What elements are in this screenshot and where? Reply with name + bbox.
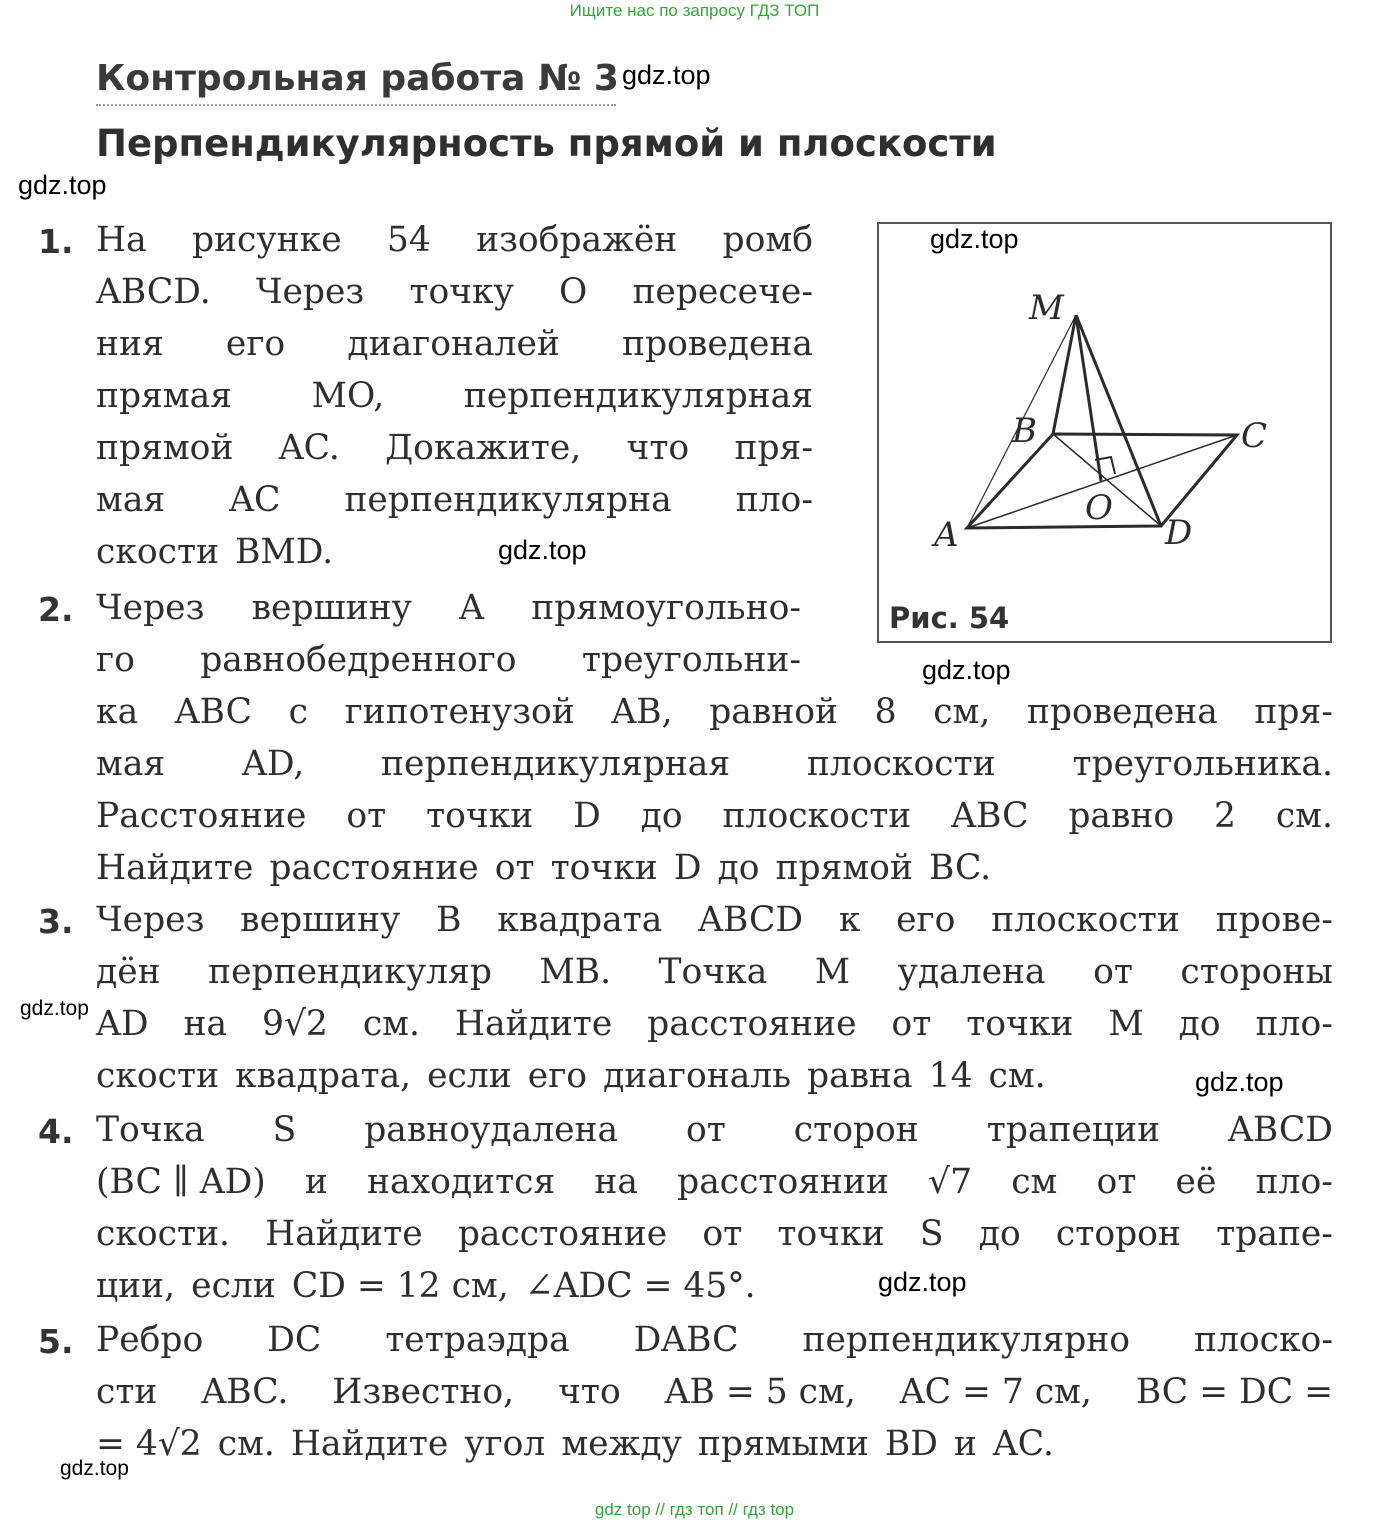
label-b: B — [1012, 411, 1037, 451]
watermark: gdz.top — [622, 60, 711, 90]
problem-line: мая AC перпендикулярна пло- — [96, 480, 813, 520]
problem-line: ка ABC с гипотенузой AB, равной 8 см, проведена пря- — [96, 692, 1333, 732]
watermark: gdz.top — [930, 224, 1019, 254]
problem-3-number: 3. — [38, 902, 74, 941]
watermark: gdz.top — [60, 1457, 129, 1480]
figure-caption: Рис. 54 — [889, 601, 1010, 635]
label-c: C — [1241, 416, 1268, 456]
edge-mb — [1053, 315, 1076, 434]
problem-line: AD на 9√2 см. Найдите расстояние от точки M до пло- — [96, 1004, 1333, 1044]
problem-2-number: 2. — [38, 590, 74, 629]
problem-4-text — [96, 1104, 1333, 1312]
label-a: A — [934, 515, 959, 555]
problem-line: прямая MO, перпендикулярная — [96, 376, 813, 416]
problem-5-text — [96, 1314, 1333, 1470]
watermark: gdz.top — [18, 170, 107, 200]
figure-54 — [877, 222, 1332, 643]
problem-line: Найдите расстояние от точки D до прямой BC. — [96, 848, 992, 888]
problem-2-text-narrow — [96, 582, 801, 686]
label-d: D — [1165, 513, 1193, 553]
label-o: O — [1085, 488, 1113, 528]
problem-line: = 4√2 см. Найдите угол между прямыми BD и AC. — [96, 1424, 1054, 1464]
bottom-banner[interactable]: gdz top // гдз топ // гдз top — [594, 1500, 795, 1519]
watermark: gdz.top — [498, 535, 587, 565]
problem-1-text — [96, 214, 813, 578]
problem-line: скости квадрата, если его диагональ равна 14 см. — [96, 1056, 1046, 1096]
problem-2-text — [96, 686, 1333, 894]
problem-line: Через вершину B квадрата ABCD к его плоскости прове- — [96, 900, 1333, 940]
problem-line: ABCD. Через точку O пересече- — [96, 272, 813, 312]
top-banner[interactable]: Ищите нас по запросу ГДЗ ТОП — [569, 1, 820, 20]
problem-line: Через вершину A прямоугольно- — [96, 588, 801, 628]
problem-line: дён перпендикуляр MB. Точка M удалена от стороны — [96, 952, 1333, 992]
problem-line: ции, если CD = 12 см, ∠ADC = 45°. — [96, 1266, 756, 1306]
watermark: gdz.top — [922, 655, 1011, 685]
problem-line: го равнобедренного треугольни- — [96, 640, 801, 680]
problem-line: (BC ∥ AD) и находится на расстоянии √7 см от её пло- — [96, 1162, 1333, 1202]
problem-1-number: 1. — [38, 222, 74, 261]
problem-4-number: 4. — [38, 1112, 74, 1151]
problem-line: Расстояние от точки D до плоскости ABC равно 2 см. — [96, 796, 1333, 836]
problem-line: На рисунке 54 изображён ромб — [96, 220, 813, 260]
problem-line: мая AD, перпендикулярная плоскости треугольника. — [96, 744, 1333, 784]
problem-line: прямой AC. Докажите, что пря- — [96, 428, 813, 468]
label-m: M — [1029, 288, 1064, 328]
page-title: Контрольная работа № 3 — [96, 58, 619, 99]
watermark: gdz.top — [878, 1267, 967, 1297]
problem-line: Ребро DC тетраэдра DABC перпендикулярно плоско- — [96, 1320, 1333, 1360]
page-subtitle: Перпендикулярность прямой и плоскости — [96, 122, 997, 165]
problem-line: скости. Найдите расстояние от точки S до сторон трапе- — [96, 1214, 1333, 1254]
problem-5-number: 5. — [38, 1322, 74, 1361]
problem-3-text — [96, 894, 1333, 1102]
rhombus-diagram — [879, 224, 1330, 641]
problem-line: ния его диагоналей проведена — [96, 324, 813, 364]
problem-line: сти ABC. Известно, что AB = 5 см, AC = 7 см, BC = DC = — [96, 1372, 1333, 1412]
watermark: gdz.top — [20, 997, 89, 1020]
watermark: gdz.top — [1195, 1067, 1284, 1097]
title-underline — [96, 104, 616, 106]
problem-line: Точка S равноудалена от сторон трапеции ABCD — [96, 1110, 1333, 1150]
problem-line: скости BMD. — [96, 532, 334, 572]
